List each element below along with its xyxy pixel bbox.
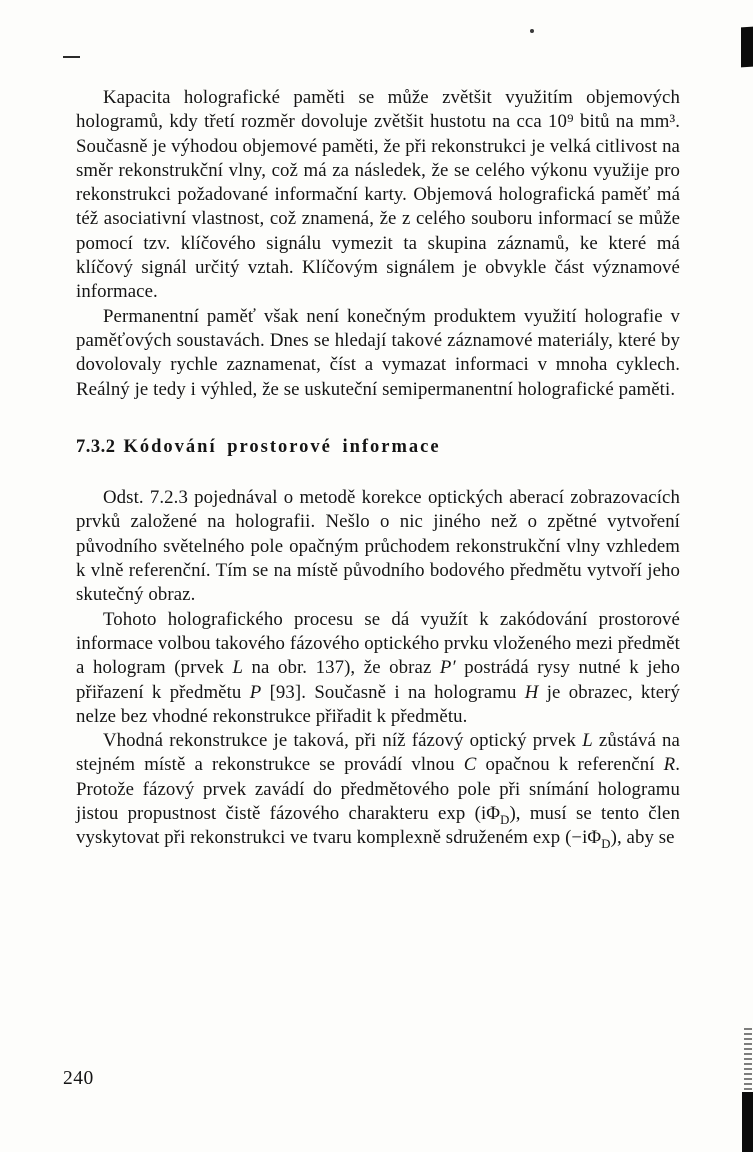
edge-text-artifact bbox=[744, 1028, 752, 1090]
paragraph-4: Tohoto holografického procesu se dá využít k zakódování prostorové informace volbou takového fázového optického prvku vloženého mezi předmět a hologram (prvek L na obr. 137), že obraz P′ postrádá rysy nutné k jeho přiřazení k předmětu P [93]. Současně i na hologramu H je obrazec, který nelze bez vhodné rekonstrukce přiřadit k předmětu. bbox=[76, 608, 680, 727]
paragraph-3: Odst. 7.2.3 pojednával o metodě korekce optických aberací zobrazovacích prvků založené na holografii. Nešlo o nic jiného než o zpětné vytvoření původního světelného pole opačným průchodem rekonstrukční vlny vzhledem k vlně referenční. Tím se na místě původního bodového předmětu vytvoří jeho skutečný obraz. bbox=[76, 487, 680, 606]
scan-artifact-dot bbox=[530, 29, 534, 33]
scan-artifact-line bbox=[63, 56, 80, 58]
text-block bbox=[76, 86, 680, 851]
section-title: Kódování prostorové informace bbox=[123, 436, 441, 457]
paragraph-5: Vhodná rekonstrukce je taková, při níž fázový optický prvek L zůstává na stejném místě a rekonstrukce se provádí vlnou C opačnou k referenční R. Protože fázový prvek zavádí do předmětového pole při snímání hologramu jistou propustnost čistě fázového charakteru $\exp (i\Phi_D)$, musí se tento člen vyskytovat při rekonstrukci ve tvaru komplexně sdruženém $\exp (-i\Phi_D)$, aby se bbox=[76, 730, 681, 852]
section-number: 7.3.2 bbox=[76, 436, 116, 457]
page-number: 240 bbox=[63, 1068, 94, 1089]
scan-artifact-right-bar-bottom bbox=[742, 1092, 753, 1152]
paragraph-2: Permanentní paměť však není konečným produktem využití holografie v paměťových soustavách. Dnes se hledají takové záznamové materiály, které by dovolovaly rychle zaznamenat, číst a vymazat informaci v mnoha cyklech. Reálný je tedy i výhled, že se uskuteční semipermanentní holografické paměti. bbox=[76, 305, 680, 400]
paragraph-1: Kapacita holografické paměti se může zvětšit využitím objemových hologramů, kdy třetí rozměr dovoluje zvětšit hustotu na cca 10⁹ bitů na mm³. Současně je výhodou objemové paměti, že při rekonstrukci je velká citlivost na směr rekonstrukční vlny, což má za následek, že se celého výkonu využije pro rekonstrukci požadované informační karty. Objemová holografická paměť má též asociativní vlastnost, což znamená, že z celého souboru informací se může pomocí tzv. klíčového signálu vymezit ta skupina záznamů, ke které má klíčový signál určitý vztah. Klíčovým signálem je obvykle část významové informace. bbox=[76, 87, 680, 303]
section-heading bbox=[76, 435, 680, 459]
scan-artifact-right-bar-top bbox=[741, 27, 753, 68]
